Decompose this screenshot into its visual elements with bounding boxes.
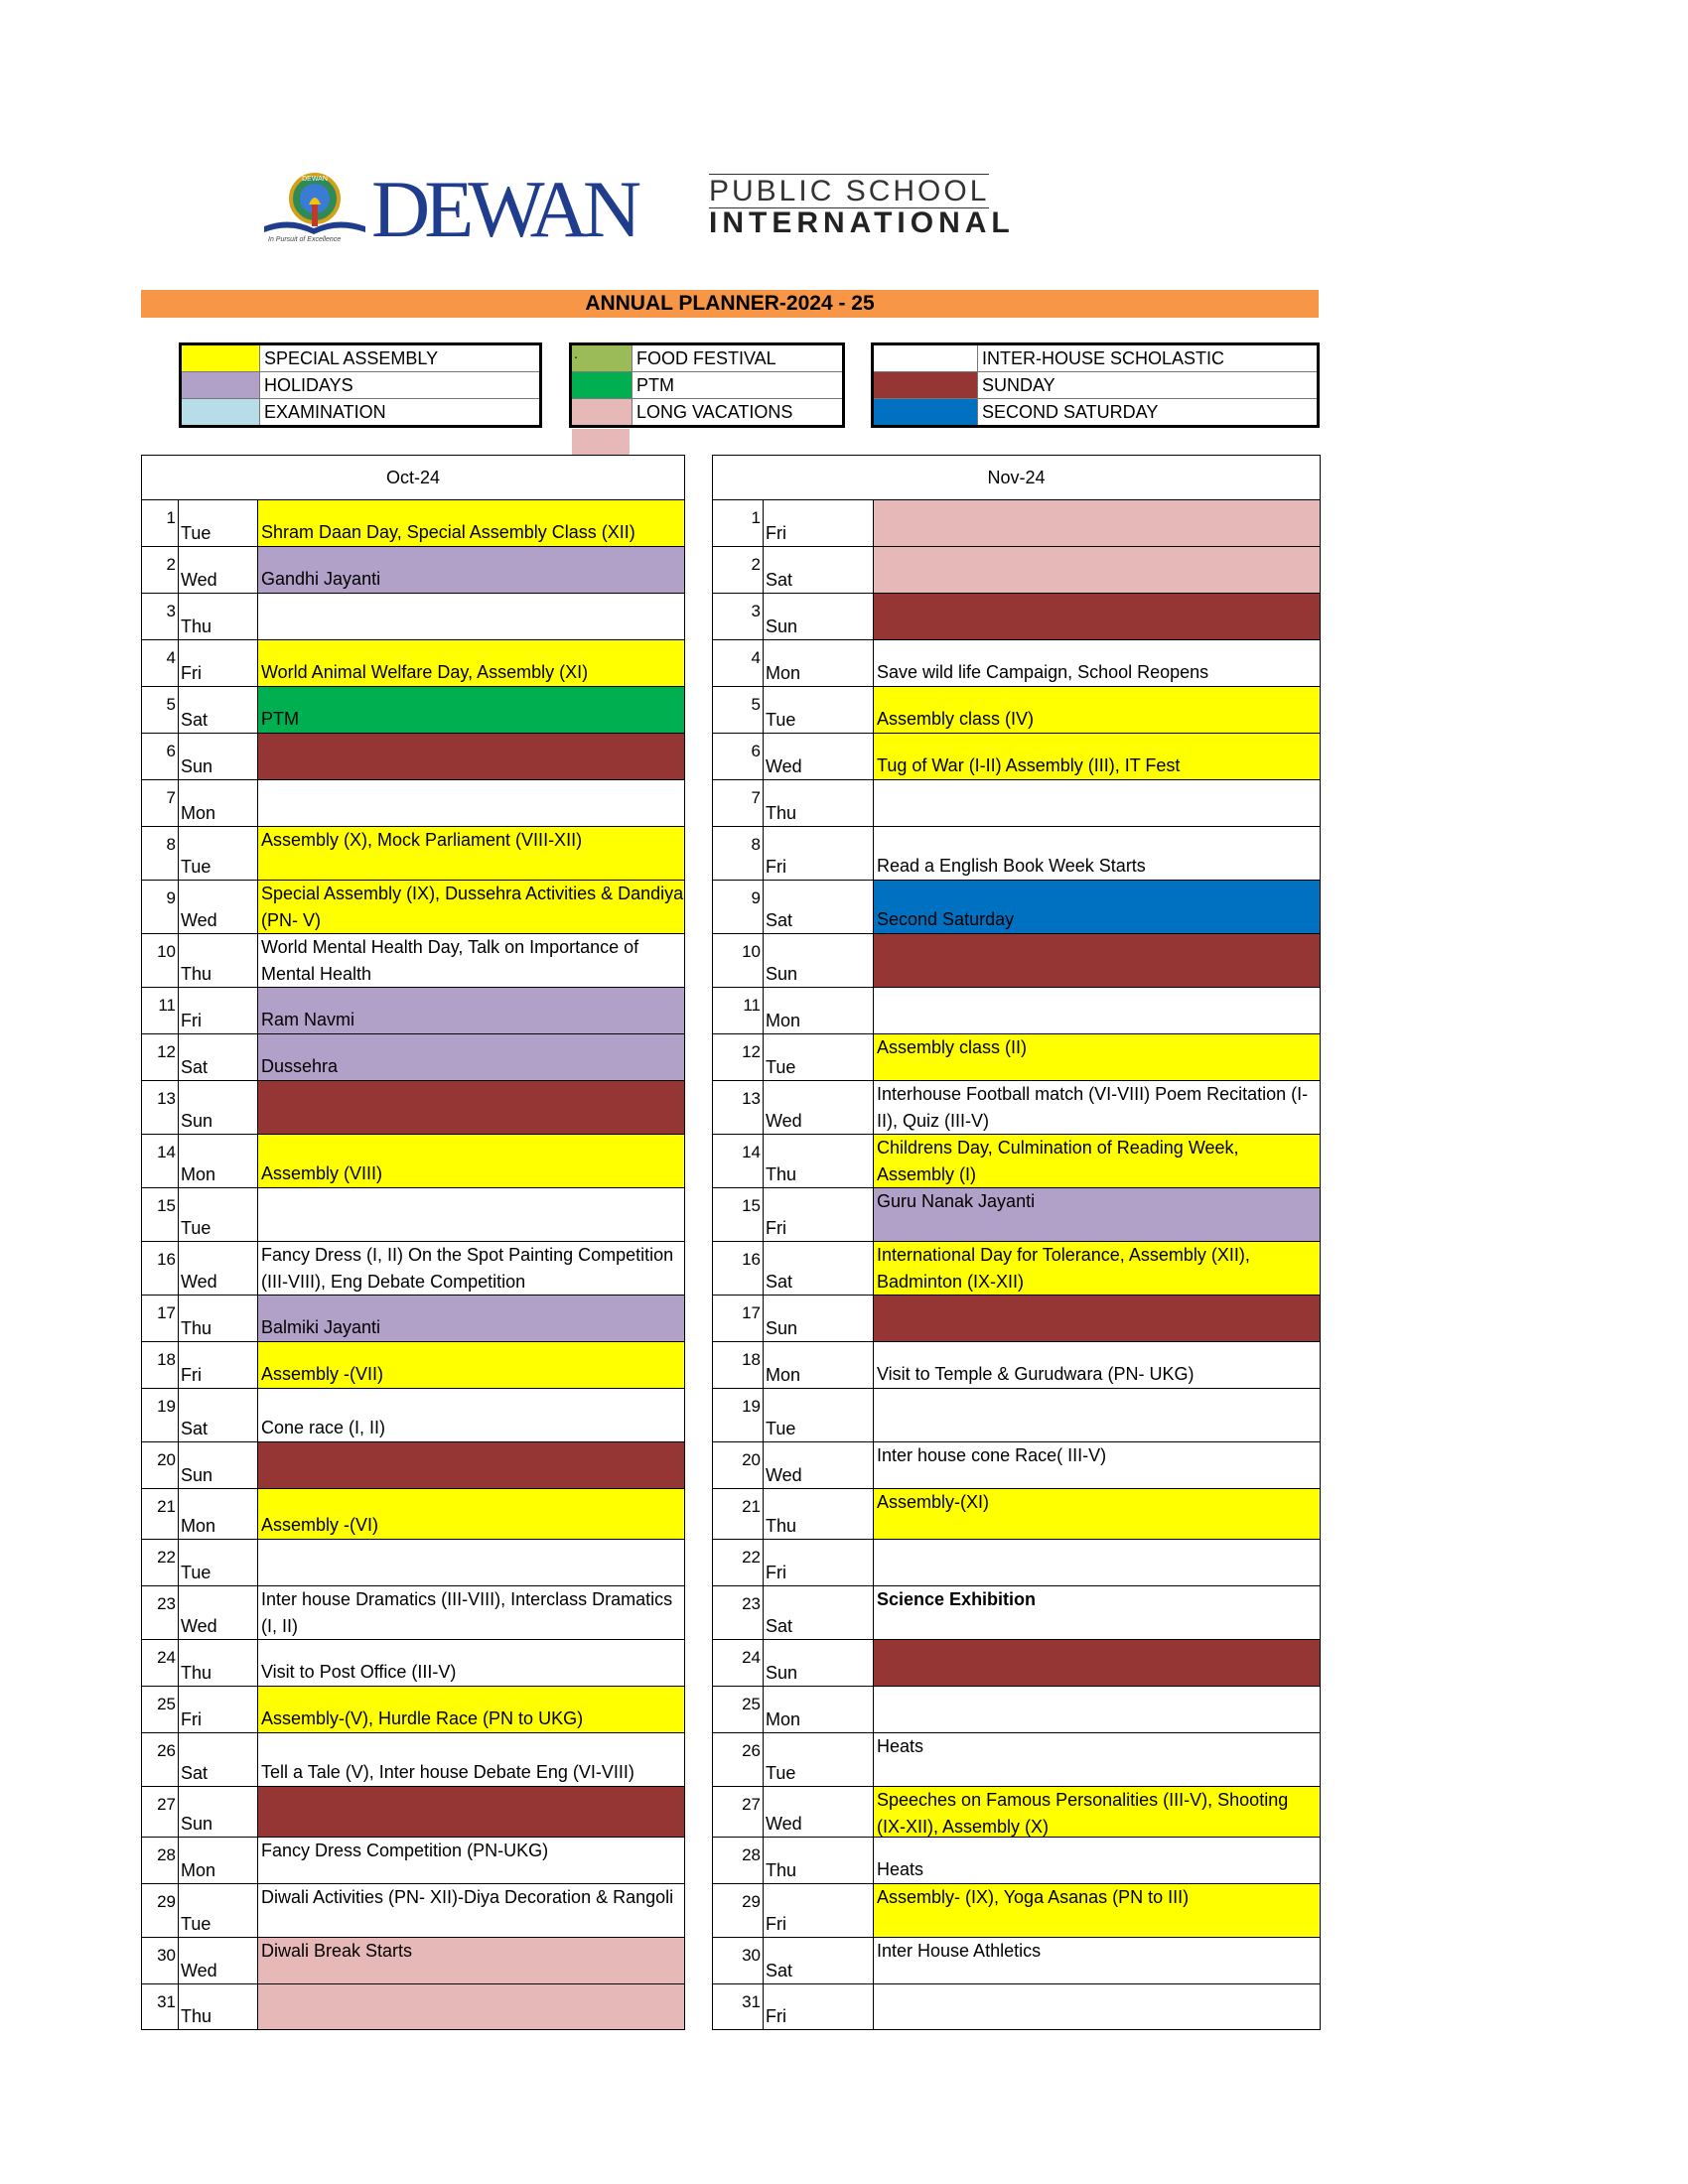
day-number: 11 bbox=[713, 988, 764, 1033]
day-event bbox=[258, 780, 684, 826]
day-row bbox=[142, 734, 684, 780]
day-number: 18 bbox=[713, 1342, 764, 1388]
weekday: Mon bbox=[179, 1838, 258, 1883]
month-days bbox=[142, 500, 684, 2029]
legend-label: SECOND SATURDAY bbox=[982, 402, 1159, 422]
day-row bbox=[713, 1489, 1320, 1540]
day-number: 5 bbox=[713, 687, 764, 733]
legend-swatch bbox=[572, 399, 633, 425]
day-row bbox=[713, 500, 1320, 547]
legend-item bbox=[182, 372, 539, 399]
weekday: Fri bbox=[764, 1884, 874, 1937]
weekday: Tue bbox=[179, 500, 258, 546]
weekday: Sun bbox=[764, 1296, 874, 1341]
day-event: Heats bbox=[874, 1838, 1320, 1883]
day-row bbox=[713, 594, 1320, 640]
day-row bbox=[713, 687, 1320, 734]
day-row bbox=[713, 1640, 1320, 1687]
day-event: Assembly class (II) bbox=[874, 1034, 1320, 1080]
weekday: Wed bbox=[179, 1586, 258, 1639]
day-event: Interhouse Football match (VI-VIII) Poem Recitation (I-II), Quiz (III-V) bbox=[874, 1081, 1320, 1134]
month-title: Nov-24 bbox=[713, 456, 1320, 500]
weekday: Thu bbox=[179, 1296, 258, 1341]
day-number: 12 bbox=[142, 1034, 179, 1080]
day-number: 3 bbox=[713, 594, 764, 639]
weekday: Sat bbox=[764, 1586, 874, 1639]
legend-swatch bbox=[182, 399, 260, 425]
day-row bbox=[713, 1389, 1320, 1442]
day-row bbox=[142, 500, 684, 547]
day-row bbox=[142, 1034, 684, 1081]
day-row bbox=[713, 1884, 1320, 1938]
day-event: Fancy Dress (I, II) On the Spot Painting Competition (III-VIII), Eng Debate Competition bbox=[258, 1242, 684, 1295]
day-row bbox=[142, 1640, 684, 1687]
day-row bbox=[713, 1787, 1320, 1838]
day-number: 1 bbox=[713, 500, 764, 546]
weekday: Thu bbox=[179, 594, 258, 639]
day-event: Assembly-(V), Hurdle Race (PN to UKG) bbox=[258, 1687, 684, 1732]
day-number: 4 bbox=[142, 640, 179, 686]
legend-swatch bbox=[182, 345, 260, 371]
day-number: 31 bbox=[142, 1984, 179, 2029]
day-event: Assembly -(VII) bbox=[258, 1342, 684, 1388]
day-number: 24 bbox=[142, 1640, 179, 1686]
legend-label: PTM bbox=[636, 375, 674, 395]
weekday: Thu bbox=[764, 1838, 874, 1883]
day-event: Assembly class (IV) bbox=[874, 687, 1320, 733]
day-number: 3 bbox=[142, 594, 179, 639]
day-event: Childrens Day, Culmination of Reading Week, Assembly (I) bbox=[874, 1135, 1320, 1187]
weekday: Tue bbox=[179, 1540, 258, 1585]
day-row bbox=[713, 827, 1320, 881]
weekday: Fri bbox=[764, 500, 874, 546]
weekday: Wed bbox=[179, 547, 258, 593]
day-number: 24 bbox=[713, 1640, 764, 1686]
day-row bbox=[713, 1586, 1320, 1640]
weekday: Wed bbox=[764, 1442, 874, 1488]
day-event: Save wild life Campaign, School Reopens bbox=[874, 640, 1320, 686]
weekday: Wed bbox=[179, 1242, 258, 1295]
day-event: Heats bbox=[874, 1733, 1320, 1786]
weekday: Sat bbox=[764, 1938, 874, 1983]
day-number: 26 bbox=[713, 1733, 764, 1786]
legend-swatch bbox=[874, 399, 978, 425]
day-number: 25 bbox=[142, 1687, 179, 1732]
legend-label: EXAMINATION bbox=[264, 402, 386, 422]
weekday: Wed bbox=[764, 734, 874, 779]
legend-label: HOLIDAYS bbox=[264, 375, 353, 395]
weekday: Sat bbox=[179, 1389, 258, 1441]
weekday: Sun bbox=[764, 934, 874, 987]
day-number: 11 bbox=[142, 988, 179, 1033]
legend-swatch bbox=[182, 372, 260, 398]
day-event: Diwali Break Starts bbox=[258, 1938, 684, 1983]
weekday: Fri bbox=[179, 1342, 258, 1388]
day-event bbox=[874, 594, 1320, 639]
logo-line2: INTERNATIONAL bbox=[709, 206, 1015, 239]
day-event bbox=[874, 988, 1320, 1033]
legend-swatch: . bbox=[572, 345, 633, 371]
day-event bbox=[258, 1787, 684, 1837]
weekday: Mon bbox=[764, 988, 874, 1033]
day-number: 22 bbox=[142, 1540, 179, 1585]
day-number: 13 bbox=[142, 1081, 179, 1134]
weekday: Thu bbox=[179, 1640, 258, 1686]
weekday: Sun bbox=[179, 1787, 258, 1837]
weekday: Thu bbox=[764, 780, 874, 826]
weekday: Wed bbox=[764, 1081, 874, 1134]
weekday: Tue bbox=[179, 1884, 258, 1937]
day-row bbox=[142, 1342, 684, 1389]
legend-item bbox=[572, 399, 842, 425]
weekday: Fri bbox=[764, 1540, 874, 1585]
day-number: 14 bbox=[142, 1135, 179, 1187]
day-number: 23 bbox=[142, 1586, 179, 1639]
day-row bbox=[713, 1135, 1320, 1188]
day-row bbox=[142, 1838, 684, 1884]
legend-item bbox=[572, 372, 842, 399]
day-number: 17 bbox=[713, 1296, 764, 1341]
day-row bbox=[713, 640, 1320, 687]
day-event bbox=[258, 1984, 684, 2029]
legend-item bbox=[874, 372, 1317, 399]
day-event: Assembly-(XI) bbox=[874, 1489, 1320, 1539]
day-number: 20 bbox=[713, 1442, 764, 1488]
day-event bbox=[874, 1640, 1320, 1686]
day-number: 19 bbox=[713, 1389, 764, 1441]
day-row bbox=[142, 1242, 684, 1296]
day-event: Read a English Book Week Starts bbox=[874, 827, 1320, 880]
day-row bbox=[713, 780, 1320, 827]
day-row bbox=[713, 881, 1320, 934]
day-number: 4 bbox=[713, 640, 764, 686]
day-event bbox=[258, 1540, 684, 1585]
legend-label: INTER-HOUSE SCHOLASTIC bbox=[982, 348, 1225, 368]
legend-item bbox=[182, 345, 539, 372]
day-event: Ram Navmi bbox=[258, 988, 684, 1033]
day-number: 30 bbox=[713, 1938, 764, 1983]
day-row bbox=[713, 1540, 1320, 1586]
day-event: Inter House Athletics bbox=[874, 1938, 1320, 1983]
day-number: 9 bbox=[142, 881, 179, 933]
day-row bbox=[142, 1296, 684, 1342]
day-row bbox=[142, 934, 684, 988]
day-number: 17 bbox=[142, 1296, 179, 1341]
day-event: Tell a Tale (V), Inter house Debate Eng (VI-VIII) bbox=[258, 1733, 684, 1786]
day-event bbox=[258, 1188, 684, 1241]
weekday: Mon bbox=[764, 640, 874, 686]
day-event bbox=[258, 594, 684, 639]
weekday: Thu bbox=[179, 1984, 258, 2029]
school-logo bbox=[260, 164, 1094, 258]
day-row bbox=[142, 1938, 684, 1984]
day-event bbox=[874, 1687, 1320, 1732]
day-row bbox=[142, 1687, 684, 1733]
day-number: 20 bbox=[142, 1442, 179, 1488]
weekday: Sat bbox=[764, 547, 874, 593]
day-row bbox=[713, 934, 1320, 988]
day-event: World Mental Health Day, Talk on Importance of Mental Health bbox=[258, 934, 684, 987]
day-event: Cone race (I, II) bbox=[258, 1389, 684, 1441]
weekday: Sat bbox=[179, 1034, 258, 1080]
day-number: 1 bbox=[142, 500, 179, 546]
day-number: 10 bbox=[142, 934, 179, 987]
day-row bbox=[142, 780, 684, 827]
day-event: Assembly (X), Mock Parliament (VIII-XII) bbox=[258, 827, 684, 880]
weekday: Fri bbox=[764, 1984, 874, 2029]
legend-item bbox=[182, 399, 539, 425]
day-row bbox=[713, 1242, 1320, 1296]
day-row bbox=[142, 881, 684, 934]
day-number: 9 bbox=[713, 881, 764, 933]
day-event: Assembly (VIII) bbox=[258, 1135, 684, 1187]
weekday: Sun bbox=[179, 734, 258, 779]
weekday: Tue bbox=[179, 827, 258, 880]
legend-swatch bbox=[874, 345, 978, 371]
day-row bbox=[142, 687, 684, 734]
month-days bbox=[713, 500, 1320, 2029]
day-event bbox=[874, 1296, 1320, 1341]
day-event bbox=[874, 1540, 1320, 1585]
day-number: 6 bbox=[142, 734, 179, 779]
day-row bbox=[142, 594, 684, 640]
day-event bbox=[874, 780, 1320, 826]
legend-group-1 bbox=[179, 342, 542, 428]
weekday: Wed bbox=[764, 1787, 874, 1837]
day-number: 7 bbox=[713, 780, 764, 826]
weekday: Mon bbox=[764, 1687, 874, 1732]
weekday: Sat bbox=[179, 687, 258, 733]
day-row bbox=[713, 988, 1320, 1034]
logo-line1: PUBLIC SCHOOL bbox=[709, 175, 990, 207]
day-event: Inter house Dramatics (III-VIII), Interclass Dramatics (I, II) bbox=[258, 1586, 684, 1639]
day-event: Dussehra bbox=[258, 1034, 684, 1080]
day-event bbox=[874, 500, 1320, 546]
day-row bbox=[142, 1787, 684, 1838]
day-number: 22 bbox=[713, 1540, 764, 1585]
day-number: 29 bbox=[713, 1884, 764, 1937]
weekday: Fri bbox=[179, 640, 258, 686]
day-event bbox=[258, 1081, 684, 1134]
day-number: 14 bbox=[713, 1135, 764, 1187]
day-event: Balmiki Jayanti bbox=[258, 1296, 684, 1341]
day-number: 18 bbox=[142, 1342, 179, 1388]
day-event: Special Assembly (IX), Dussehra Activities & Dandiya (PN- V) bbox=[258, 881, 684, 933]
legend-item bbox=[572, 345, 842, 372]
legend-group-3 bbox=[871, 342, 1320, 428]
day-number: 25 bbox=[713, 1687, 764, 1732]
day-event: Visit to Post Office (III-V) bbox=[258, 1640, 684, 1686]
weekday: Sat bbox=[764, 1242, 874, 1295]
day-event bbox=[258, 1442, 684, 1488]
day-row bbox=[713, 1342, 1320, 1389]
day-number: 2 bbox=[713, 547, 764, 593]
weekday: Sun bbox=[179, 1442, 258, 1488]
weekday: Fri bbox=[764, 1188, 874, 1241]
day-row bbox=[713, 1081, 1320, 1135]
weekday: Sun bbox=[764, 594, 874, 639]
weekday: Tue bbox=[764, 1733, 874, 1786]
day-row bbox=[713, 1838, 1320, 1884]
legend-item bbox=[874, 345, 1317, 372]
day-row bbox=[142, 1081, 684, 1135]
emblem-text: DEWAN bbox=[302, 176, 328, 183]
day-row bbox=[713, 1034, 1320, 1081]
weekday: Tue bbox=[764, 687, 874, 733]
day-event: World Animal Welfare Day, Assembly (XI) bbox=[258, 640, 684, 686]
day-number: 19 bbox=[142, 1389, 179, 1441]
day-row bbox=[142, 1884, 684, 1938]
day-number: 27 bbox=[142, 1787, 179, 1837]
day-number: 23 bbox=[713, 1586, 764, 1639]
weekday: Sat bbox=[179, 1733, 258, 1786]
day-row bbox=[713, 547, 1320, 594]
day-row bbox=[713, 1984, 1320, 2029]
day-number: 8 bbox=[713, 827, 764, 880]
weekday: Thu bbox=[179, 934, 258, 987]
weekday: Sun bbox=[179, 1081, 258, 1134]
logo-word: DEWAN bbox=[371, 164, 636, 254]
logo-tagline: In Pursuit of Excellence bbox=[268, 236, 342, 243]
day-row bbox=[713, 1188, 1320, 1242]
day-row bbox=[713, 1687, 1320, 1733]
day-row bbox=[142, 1733, 684, 1787]
day-number: 21 bbox=[142, 1489, 179, 1539]
day-row bbox=[142, 1389, 684, 1442]
month-title: Oct-24 bbox=[142, 456, 684, 500]
weekday: Thu bbox=[764, 1489, 874, 1539]
weekday: Fri bbox=[179, 1687, 258, 1732]
day-number: 30 bbox=[142, 1938, 179, 1983]
day-number: 15 bbox=[142, 1188, 179, 1241]
weekday: Sat bbox=[764, 881, 874, 933]
day-row bbox=[713, 1938, 1320, 1984]
day-event bbox=[258, 734, 684, 779]
day-row bbox=[142, 1188, 684, 1242]
weekday: Mon bbox=[764, 1342, 874, 1388]
day-event: Assembly -(VI) bbox=[258, 1489, 684, 1539]
weekday: Tue bbox=[764, 1034, 874, 1080]
day-row bbox=[142, 827, 684, 881]
logo-wordmark bbox=[371, 164, 636, 254]
day-event: International Day for Tolerance, Assembly (XII), Badminton (IX-XII) bbox=[874, 1242, 1320, 1295]
day-row bbox=[142, 988, 684, 1034]
weekday: Wed bbox=[179, 1938, 258, 1983]
day-number: 16 bbox=[142, 1242, 179, 1295]
day-number: 15 bbox=[713, 1188, 764, 1241]
legend-long-vacations-extra-swatch bbox=[572, 429, 630, 455]
weekday: Sun bbox=[764, 1640, 874, 1686]
weekday: Wed bbox=[179, 881, 258, 933]
day-row bbox=[142, 1489, 684, 1540]
weekday: Tue bbox=[179, 1188, 258, 1241]
day-event: Second Saturday bbox=[874, 881, 1320, 933]
legend-group-2 bbox=[569, 342, 845, 428]
day-row bbox=[713, 734, 1320, 780]
legend-swatch bbox=[572, 372, 633, 398]
day-event: Guru Nanak Jayanti bbox=[874, 1188, 1320, 1241]
day-number: 29 bbox=[142, 1884, 179, 1937]
day-number: 28 bbox=[142, 1838, 179, 1883]
weekday: Mon bbox=[179, 1489, 258, 1539]
day-number: 7 bbox=[142, 780, 179, 826]
day-row bbox=[142, 1442, 684, 1489]
day-number: 27 bbox=[713, 1787, 764, 1837]
weekday: Mon bbox=[179, 1135, 258, 1187]
day-number: 2 bbox=[142, 547, 179, 593]
day-event: Fancy Dress Competition (PN-UKG) bbox=[258, 1838, 684, 1883]
weekday: Thu bbox=[764, 1135, 874, 1187]
legend-label: LONG VACATIONS bbox=[636, 402, 793, 422]
day-event: PTM bbox=[258, 687, 684, 733]
weekday: Fri bbox=[179, 988, 258, 1033]
school-emblem-icon bbox=[260, 169, 369, 246]
weekday: Tue bbox=[764, 1389, 874, 1441]
day-row bbox=[142, 1586, 684, 1640]
day-event: Speeches on Famous Personalities (III-V), Shooting (IX-XII), Assembly (X) bbox=[874, 1787, 1320, 1837]
day-event: Shram Daan Day, Special Assembly Class (XII) bbox=[258, 500, 684, 546]
day-row bbox=[713, 1733, 1320, 1787]
day-number: 16 bbox=[713, 1242, 764, 1295]
planner-title: ANNUAL PLANNER-2024 - 25 bbox=[141, 290, 1319, 318]
day-event bbox=[874, 1389, 1320, 1441]
day-row bbox=[713, 1442, 1320, 1489]
day-event: Diwali Activities (PN- XII)-Diya Decoration & Rangoli bbox=[258, 1884, 684, 1937]
day-number: 21 bbox=[713, 1489, 764, 1539]
day-number: 28 bbox=[713, 1838, 764, 1883]
day-event: Assembly- (IX), Yoga Asanas (PN to III) bbox=[874, 1884, 1320, 1937]
day-event: Inter house cone Race( III-V) bbox=[874, 1442, 1320, 1488]
day-event: Gandhi Jayanti bbox=[258, 547, 684, 593]
month-table-oct bbox=[141, 455, 685, 2030]
day-event bbox=[874, 547, 1320, 593]
day-event bbox=[874, 1984, 1320, 2029]
day-number: 31 bbox=[713, 1984, 764, 2029]
day-number: 10 bbox=[713, 934, 764, 987]
day-number: 5 bbox=[142, 687, 179, 733]
day-number: 8 bbox=[142, 827, 179, 880]
day-number: 12 bbox=[713, 1034, 764, 1080]
legend-label: SUNDAY bbox=[982, 375, 1055, 395]
day-row bbox=[142, 1984, 684, 2029]
weekday: Fri bbox=[764, 827, 874, 880]
day-event bbox=[874, 934, 1320, 987]
legend-item bbox=[874, 399, 1317, 425]
day-event: Tug of War (I-II) Assembly (III), IT Fest bbox=[874, 734, 1320, 779]
month-table-nov bbox=[712, 455, 1321, 2030]
day-row bbox=[142, 640, 684, 687]
legend-label: FOOD FESTIVAL bbox=[636, 348, 776, 368]
day-row bbox=[142, 547, 684, 594]
day-number: 13 bbox=[713, 1081, 764, 1134]
day-number: 26 bbox=[142, 1733, 179, 1786]
weekday: Mon bbox=[179, 780, 258, 826]
day-event: Science Exhibition bbox=[874, 1586, 1320, 1639]
day-event: Visit to Temple & Gurudwara (PN- UKG) bbox=[874, 1342, 1320, 1388]
day-row bbox=[142, 1135, 684, 1188]
legend-label: SPECIAL ASSEMBLY bbox=[264, 348, 439, 368]
day-row bbox=[713, 1296, 1320, 1342]
day-row bbox=[142, 1540, 684, 1586]
legend-swatch bbox=[874, 372, 978, 398]
day-number: 6 bbox=[713, 734, 764, 779]
